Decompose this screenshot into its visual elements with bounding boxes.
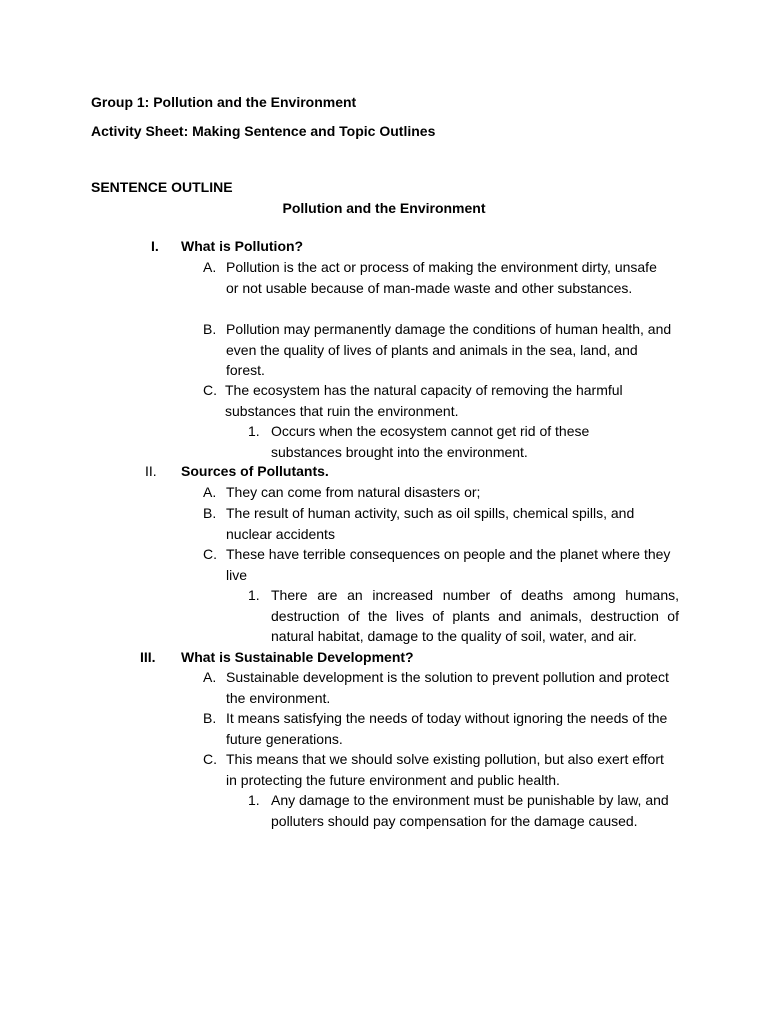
section-heading: What is Sustainable Development? [181, 649, 414, 665]
item-text: The result of human activity, such as oil spills, chemical spills, and nuclear accidents [226, 505, 635, 542]
outline-subitem [248, 790, 680, 831]
item-marker: C. [203, 382, 217, 398]
outline-subitem [248, 421, 680, 462]
subitem-marker: 1. [248, 792, 260, 808]
outline-item [203, 319, 673, 381]
outline-subitem [248, 585, 680, 647]
item-text: Pollution is the act or process of making the environment dirty, unsafe or not usable because of man-made waste and other substances. [226, 259, 657, 296]
item-marker: A. [203, 669, 217, 685]
item-text: Pollution may permanently damage the conditions of human health, and even the quality of lives of plants and animals in the sea, land, and forest. [226, 321, 672, 378]
outline-label: SENTENCE OUTLINE [91, 179, 233, 195]
outline-item [203, 667, 673, 708]
section-numeral: I. [151, 238, 159, 254]
section-heading: What is Pollution? [181, 238, 304, 254]
outline-item [203, 503, 673, 544]
subitem-text: Any damage to the environment must be punishable by law, and polluters should pay compensation for the damage caused. [271, 792, 669, 829]
item-text: These have terrible consequences on people and the planet where they live [226, 546, 671, 583]
item-marker: A. [203, 484, 217, 500]
outline-title: Pollution and the Environment [282, 200, 486, 216]
section-heading: Sources of Pollutants. [181, 463, 329, 479]
subitem-text: Occurs when the ecosystem cannot get rid of these substances brought into the environment. [271, 423, 590, 460]
outline-item [203, 749, 673, 790]
subitem-text: There are an increased number of deaths among humans, destruction of the lives of plants and animals, destruction of natural habitat, damage to the quality of soil, water, and air. [271, 587, 679, 644]
activity-title: Activity Sheet: Making Sentence and Topic Outlines [91, 123, 436, 139]
outline-item [203, 482, 673, 503]
item-marker: B. [203, 710, 217, 726]
item-marker: B. [203, 505, 217, 521]
item-marker: A. [203, 259, 217, 275]
outline-item [203, 257, 673, 298]
section-numeral: III. [140, 649, 156, 665]
item-text: It means satisfying the needs of today without ignoring the needs of the future generations. [226, 710, 668, 747]
item-text: Sustainable development is the solution to prevent pollution and protect the environment. [226, 669, 669, 706]
subitem-marker: 1. [248, 423, 260, 439]
item-text: This means that we should solve existing pollution, but also exert effort in protecting the future environment and public health. [226, 751, 664, 788]
group-title: Group 1: Pollution and the Environment [91, 94, 357, 110]
subitem-marker: 1. [248, 587, 260, 603]
outline-item [203, 380, 673, 421]
item-text: The ecosystem has the natural capacity of removing the harmful substances that ruin the environment. [225, 382, 623, 419]
item-marker: C. [203, 751, 217, 767]
item-marker: C. [203, 546, 217, 562]
item-text: They can come from natural disasters or; [226, 484, 481, 500]
item-marker: B. [203, 321, 217, 337]
outline-item [203, 544, 673, 585]
outline-item [203, 708, 673, 749]
section-numeral: II. [145, 463, 157, 479]
